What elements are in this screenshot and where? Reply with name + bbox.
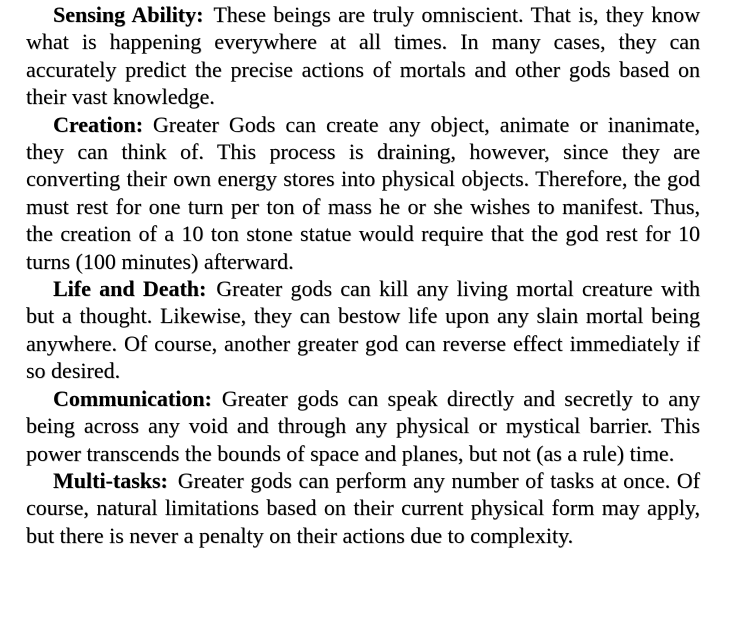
paragraph-label: Multi-tasks: <box>53 467 168 493</box>
paragraph-multi-tasks <box>26 467 700 549</box>
paragraph-text: Greater gods can kill any living mortal creature with but a thought. Likewise, they can bestow life upon any slain mortal being anywhere. Of course, another greater god can reverse effect immediately if so desired. <box>26 276 701 384</box>
paragraph-text: Greater Gods can create any object, animate or inanimate, they can think of. This process is draining, however, since they are converting their own energy stores into physical objects. Therefore, the god must rest for one turn per ton of mass he or she wishes to manifest. Thus, the creation of a 10 ton stone statue would require that the god rest for 10 turns (100 minutes) afterward. <box>26 111 700 274</box>
paragraph-text: Greater gods can speak directly and secretly to any being across any void and through any physical or mystical barrier. This power transcends the bounds of space and planes, but not (as a rule) time. <box>26 385 700 466</box>
paragraph-communication <box>26 385 700 467</box>
paragraph-label: Life and Death: <box>53 276 207 302</box>
paragraph-label: Communication: <box>53 385 212 411</box>
paragraph-life-and-death <box>26 275 700 385</box>
paragraph-label: Creation: <box>53 111 144 137</box>
paragraph-creation <box>26 111 700 275</box>
paragraph-text: These beings are truly omniscient. That is, they know what is happening everywhere at all times. In many cases, they can accurately predict the precise actions of mortals and other gods based on their vast knowledge. <box>26 2 700 110</box>
paragraph-sensing-ability <box>26 1 700 111</box>
paragraph-label: Sensing Ability: <box>53 2 204 27</box>
paragraph-text: Greater gods can perform any number of tasks at once. Of course, natural limitations based on their current physical form may apply, but there is never a penalty on their actions due to complexity. <box>26 467 700 548</box>
